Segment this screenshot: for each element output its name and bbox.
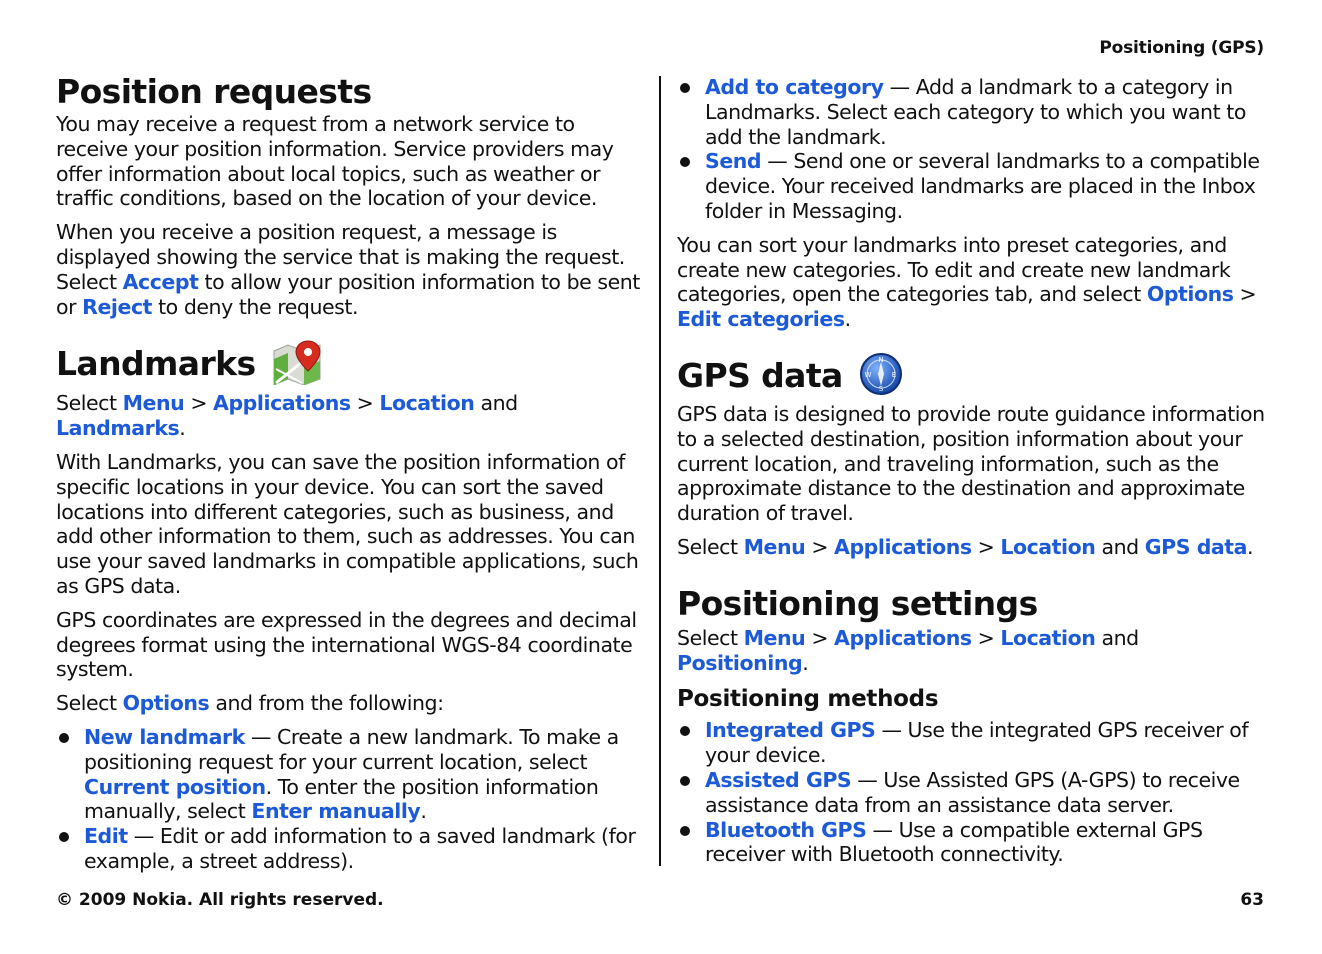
landmarks-link[interactable]: Landmarks: [56, 416, 180, 441]
landmarks-path: Select Menu > Applications > Location and Landmarks.: [56, 391, 518, 441]
bluetooth-gps-link[interactable]: Bluetooth GPS: [705, 817, 867, 842]
right-column: [677, 75, 1267, 876]
landmarks-title: Landmarks: [56, 344, 256, 384]
left-column: [56, 72, 646, 883]
gps-coordinates-paragraph: GPS coordinates are expressed in the degrees and decimal degrees format using the international WGS-84 coordinate system.: [56, 607, 637, 682]
svg-text:W: W: [864, 370, 872, 379]
position-requests-instructions: When you receive a position request, a message is displayed showing the service that is making the request. Select Accept to allow your position information to be sent or Reject to deny the request.: [56, 220, 640, 319]
running-header: Positioning (GPS): [1099, 38, 1264, 58]
list-item: Assisted GPS — Use Assisted GPS (A-GPS) to receive assistance data from an assistance data server.: [677, 768, 1267, 818]
edit-link[interactable]: Edit: [84, 824, 128, 849]
gps-data-path: Select Menu > Applications > Location and GPS data.: [677, 534, 1254, 559]
list-item: New landmark — Create a new landmark. To make a positioning request for your current location, select Current position. To enter the position information manually, select Enter manually.: [56, 725, 646, 824]
list-item: Send — Send one or several landmarks to a compatible device. Your received landmarks are placed in the Inbox folder in Messaging.: [677, 149, 1267, 223]
edit-categories-link[interactable]: Edit categories: [677, 307, 845, 332]
positioning-settings-path: Select Menu > Applications > Location and Positioning.: [677, 625, 1139, 675]
menu-link[interactable]: Menu: [743, 625, 806, 650]
list-item: Integrated GPS — Use the integrated GPS receiver of your device.: [677, 718, 1267, 768]
copyright-footer: © 2009 Nokia. All rights reserved.: [56, 890, 384, 910]
menu-link[interactable]: Menu: [122, 391, 185, 416]
position-requests-intro: You may receive a request from a network service to receive your position information. Service providers may offer information about local topics, such as weather or traffic conditions, based on the location of your device.: [56, 112, 614, 211]
positioning-methods-title: Positioning methods: [677, 686, 939, 713]
svg-text:E: E: [891, 370, 896, 379]
add-to-category-link[interactable]: Add to category: [705, 75, 884, 99]
positioning-methods-list: [677, 718, 1267, 867]
landmarks-map-pin-icon: [272, 339, 322, 389]
landmark-options-list-continued: [677, 75, 1267, 224]
applications-link[interactable]: Applications: [834, 625, 972, 650]
column-divider: [659, 76, 661, 866]
landmarks-heading-row: [56, 339, 646, 389]
page-number: 63: [1240, 890, 1264, 910]
gps-data-heading-row: [677, 352, 1267, 400]
location-link[interactable]: Location: [1000, 625, 1096, 650]
new-landmark-link[interactable]: New landmark: [84, 724, 245, 749]
compass-icon: [859, 352, 903, 400]
reject-link[interactable]: Reject: [82, 294, 153, 319]
list-item: Edit — Edit or add information to a saved landmark (for example, a street address).: [56, 824, 646, 874]
list-item: Bluetooth GPS — Use a compatible external GPS receiver with Bluetooth connectivity.: [677, 818, 1267, 868]
sort-landmarks-paragraph: You can sort your landmarks into preset categories, and create new categories. To edit and create new landmark categories, open the categories tab, and select Options >Edit categories.: [677, 232, 1257, 332]
options-link[interactable]: Options: [1146, 282, 1234, 307]
position-requests-title: Position requests: [56, 72, 372, 111]
gps-data-link[interactable]: GPS data: [1144, 534, 1248, 559]
accept-link[interactable]: Accept: [122, 269, 199, 294]
location-link[interactable]: Location: [1000, 534, 1096, 559]
positioning-settings-title: Positioning settings: [677, 583, 1038, 623]
gps-data-title: GPS data: [677, 355, 843, 395]
send-link[interactable]: Send: [705, 149, 762, 174]
location-link[interactable]: Location: [379, 391, 475, 416]
landmark-options-list: [56, 725, 646, 874]
options-link[interactable]: Options: [122, 691, 210, 716]
current-position-link[interactable]: Current position: [84, 774, 266, 799]
integrated-gps-link[interactable]: Integrated GPS: [705, 718, 876, 743]
menu-link[interactable]: Menu: [743, 534, 806, 559]
enter-manually-link[interactable]: Enter manually: [251, 799, 421, 824]
applications-link[interactable]: Applications: [213, 391, 351, 416]
list-item: Add to category — Add a landmark to a category in Landmarks. Select each category to which you want to add the landmark.: [677, 75, 1267, 149]
landmarks-description: With Landmarks, you can save the position information of specific locations in your device. You can sort the saved locations into different categories, such as business, and add other information to them, such as addresses. You can use your saved landmarks in compatible applications, such as GPS data.: [56, 449, 639, 598]
positioning-link[interactable]: Positioning: [677, 650, 803, 675]
svg-text:N: N: [878, 355, 884, 364]
svg-text:S: S: [878, 384, 883, 393]
gps-data-description: GPS data is designed to provide route guidance information to a selected destination, position information about your current location, and traveling information, such as the approximate distance to the destination and approximate duration of travel.: [677, 401, 1265, 526]
assisted-gps-link[interactable]: Assisted GPS: [705, 767, 852, 792]
options-intro: Select Options and from the following:: [56, 691, 444, 716]
applications-link[interactable]: Applications: [834, 534, 972, 559]
